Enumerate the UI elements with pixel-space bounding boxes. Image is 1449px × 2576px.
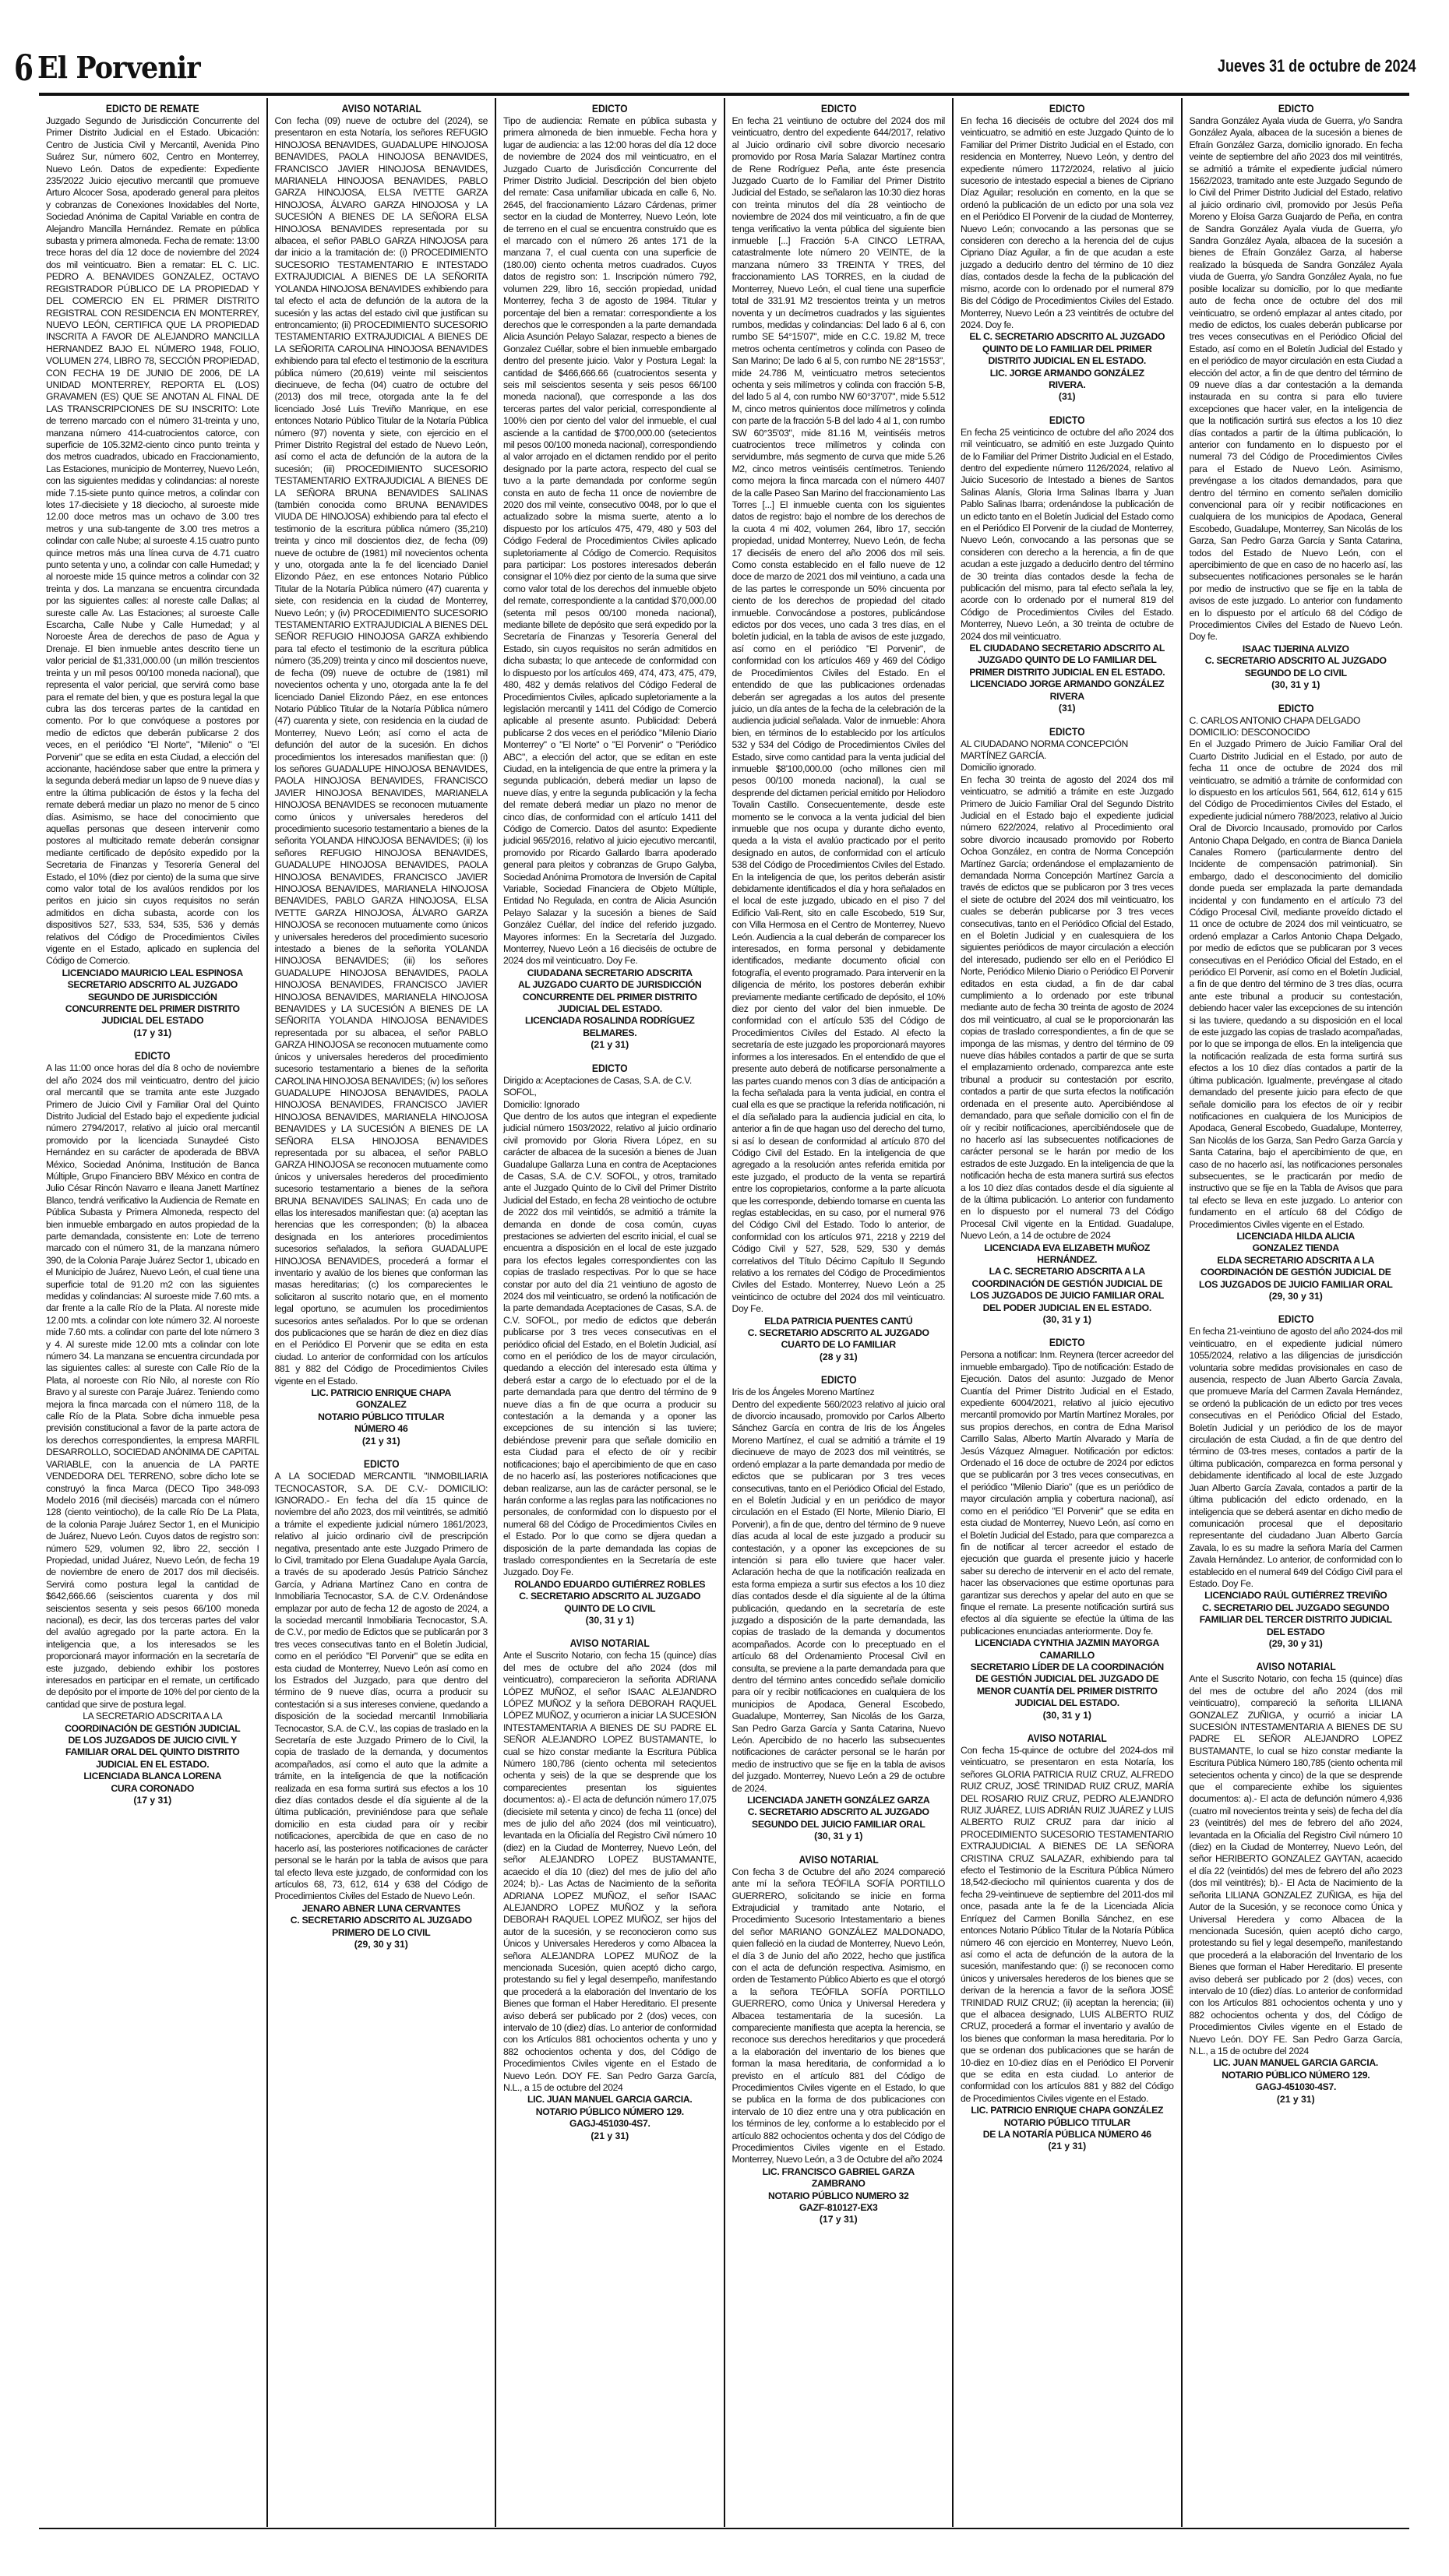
- masthead: [14, 48, 1416, 87]
- notice-title: EDICTO: [1049, 725, 1085, 738]
- notice-signature-line: LICENCIADA EVA ELIZABETH MUÑOZ: [984, 1242, 1151, 1253]
- notice-title: AVISO NOTARIAL: [799, 1853, 879, 1866]
- notice-title: AVISO NOTARIAL: [1256, 1661, 1336, 1673]
- publication-dates: (21 y 31): [1048, 2141, 1087, 2152]
- notice-signature-line: DEL PODER JUDICIAL EN EL ESTADO.: [982, 1302, 1151, 1313]
- notice-signature-line: C. SECRETARIO ADSCRITO AL JUZGADO: [519, 1591, 701, 1602]
- notice-title: EDICTO: [820, 1374, 857, 1387]
- notice-title: AVISO NOTARIAL: [1027, 1732, 1107, 1744]
- legal-notice: [961, 726, 1174, 1327]
- notice-signature-line: JUDICIAL DEL ESTADO.: [557, 1003, 662, 1015]
- publication-dates: (30, 31 y 1): [1042, 1314, 1091, 1325]
- notice-signature-line: BELMARES.: [583, 1027, 637, 1038]
- legal-notice: [1190, 703, 1403, 1303]
- notice-signature-line: GONZALEZ TIENDA: [1252, 1242, 1339, 1254]
- notice-signature-line: LIC. JORGE ARMANDO GONZÁLEZ: [989, 367, 1144, 379]
- notice-title: AVISO NOTARIAL: [341, 103, 421, 115]
- legal-notice: [503, 1062, 717, 1627]
- notice-signature-line: CURA CORONADO: [111, 1782, 195, 1794]
- notice-signature-line: MENOR CUANTÍA DEL PRIMER DISTRITO: [976, 1685, 1158, 1697]
- notice-signature-line: LICENCIADA JANETH GONZÁLEZ GARZA: [747, 1795, 930, 1806]
- publication-dates: (31): [1058, 391, 1076, 403]
- legal-notice: [961, 1732, 1174, 2153]
- notice-signature-line: NOTARIO PÚBLICO NÚMERO 129.: [1222, 2069, 1370, 2081]
- notice-addressee: Iris de los Ángeles Moreno Martínez: [732, 1387, 875, 1398]
- notice-signature-line: GAGJ-451030-4S7.: [569, 2118, 650, 2130]
- notice-signature-line: COORDINACIÓN DE GESTIÓN JUDICIAL DE: [1200, 1267, 1391, 1278]
- publication-dates: (21 y 31): [361, 1435, 400, 1447]
- notice-signature-line: NOTARIO PÚBLICO NUMERO 32: [767, 2190, 909, 2201]
- legal-notice: [961, 1337, 1174, 1721]
- notice-title: EDICTO: [591, 1062, 628, 1074]
- notice-signature-line: LOS JUZGADOS DE JUICIO FAMILIAR ORAL: [970, 1290, 1165, 1302]
- publication-dates: (30, 31 y 1): [814, 1831, 863, 1842]
- column-4: [725, 98, 954, 2527]
- notice-signature-line: LIC. PATRICIO ENRIQUE CHAPA: [311, 1387, 451, 1399]
- legal-notice: [275, 103, 488, 1447]
- notice-body: En fecha 25 veinticinco de octubre del año 2024 dos mil veinticuatro, se admitió en este Juzgado Quinto de lo Familiar del Primer Distrito Judicial en el Estado, dentro del expediente número 1126/2024, relativo al Juicio Sucesorio de Intestado a bienes de Santos Salinas Alanís, Gloria Irma Salinas Ibarra y Juan Pablo Salinas Ibarra; ordenándose la publicación de un edicto tanto en el Boletín Judicial del Estado como en el Periódico El Porvenir de la ciudad de Monterrey, Nuevo León, convocando a las personas que se consideren con derecho a la herencia, a fin de que acudan a este juzgado a deducirlo dentro del término de 30 treinta días contados desde la fecha de publicación del mismo, para tal efecto señala la ley, acorde con lo ordenado por el numeral 819 del Código de Procedimientos Civiles del Estado. Monterrey, Nuevo León, a 30 treinta de octubre de 2024 dos mil veinticuatro.: [961, 426, 1174, 642]
- publication-dates: (21 y 31): [1276, 2093, 1315, 2105]
- notice-signature-line: JENARO ABNER LUNA CERVANTES: [301, 1902, 460, 1914]
- notice-signature-line: LIC. FRANCISCO GABRIEL GARZA: [762, 2165, 915, 2177]
- notice-signature-line: RIVERA: [1049, 690, 1084, 702]
- notice-title: EDICTO DE REMATE: [105, 103, 199, 115]
- newspaper-name: El Porvenir: [37, 50, 200, 85]
- legal-notice: [46, 1050, 259, 1806]
- notice-signature-intro: LA SECRETARIO ADSCRITA A LA: [83, 1711, 223, 1722]
- publication-dates: (30, 31 y 1): [1271, 679, 1320, 691]
- legal-notice: [1190, 1313, 1403, 1650]
- notice-title: EDICTO: [820, 103, 857, 115]
- notice-body: Juzgado Segundo de Jurisdicción Concurrente del Primer Distrito Judicial en el Estado. Ubicación: Centro de Justicia Civil y Mercantil, Avenida Pino Suárez Sur, número 602, Centro en Monterrey, Nuevo León. Datos de expediente: Expediente 235/2022 Juicio ejecutivo mercantil que promueve Arturo Alcocer Sosa, apoderado general para pleitos y cobranzas de Conexiones Inoxidables del Norte, Sociedad Anónima de Capital Variable en contra de Alejandro Mancilla Hernández. Remate en pública subasta y primera almoneda. Fecha de remate: 13:00 trece horas del día 12 doce de noviembre del 2024 dos mil veinticuatro. Bien a rematar: EL C. LIC. PEDRO A. BENAVIDES GONZALEZ, OCTAVO REGISTRADOR PÚBLICO DE LA PROPIEDAD Y DEL COMERCIO EN EL PRIMER DISTRITO REGISTRAL CON RESIDENCIA EN MONTERREY, NUEVO LEÓN, CERTIFICA QUE LA PROPIEDAD INSCRITA A FAVOR DE ALEJANDRO MANCILLA HERNANDEZ BAJO EL NÚMERO 1948, FOLIO, VOLUMEN 274, LIBRO 78, SECCIÓN PROPIEDAD, CON FECHA 19 DE JUNIO DE 2006, DE LA UNIDAD MONTERREY, REPORTA EL (LOS) GRAVAMEN (ES) QUE SE ANOTAN AL FINAL DE LAS TRANSCRIPCIONES DE SU INSCRITO: Lote de terreno marcado con el número 31-treinta y uno, manzana número 414-cuatrocientos catorce, con superficie de 105.32M2-ciento cinco punto treinta y dos metros cuadrados, ubicado en Fraccionamiento, Las Estaciones, municipio de Monterrey, Nuevo León, con las siguientes medidas y colindancias: al noreste mide 7.15-siete punto quince metros, a colindar con lotes 17-diecisiete y 18 dieciocho, al suroeste mide 12.00 doce metros mas un ochavo de 3.00 tres metros y una sub-tangente de 3.00 tres metros a colindar con calle Nube; al suroeste 4.15 cuatro punto quince metros más una línea curva de 4.71 cuatro punto setenta y uno, a colindar con calle Humedad; y al noroeste mide 15 quince metros a colindar con 32 treinta y dos. La manzana se encuentra circundada por las siguientes calles: al noreste calle Dallas; al sureste calle Av. Las Estaciones; al suroeste Calle Escarcha, Calle Nube y Calle Humedad; y al Noroeste Área de derechos de paso de Agua y Drenaje. El bien inmueble antes descrito tiene un valor pericial de $1,331,000.00 (un millón trescientos treinta y un mil pesos 00/100 moneda nacional), que representa el valor pericial, que servirá como base para el remate del bien, y que es postura legal la que cubra las dos terceras partes de la cantidad en comento. Por lo que convóquese a postores por medio de edictos que deberán publicarse 2 dos veces, en el periódico "El Norte", "Milenio" o "El Porvenir" que se edita en esta Ciudad, a elección del accionante, haciéndose saber que entre la primera y la segunda deberá mediar un lapso de 9 nueve días y entre la última publicación de éstos y la fecha del remate deberá mediar un plazo no menor de 5 cinco días. Asimismo, se hace del conocimiento que aquellas personas que deseen intervenir como postores al multicitado remate deberán consignar mediante certificado de depósito expedido por la Secretaria de Finanzas y Tesorería General del Estado, el 10% (diez por ciento) de la suma que sirve como valor total de los avalúos rendidos por los peritos en juicio sin cuyos requisitos no serán admitidos en dicha subasta, acorde con los dispositivos 527, 533, 534, 535, 536 y demás relativos del Código de Procedimientos Civiles vigente en el Estado, aplicado en suplencia del Código de Comercio.: [46, 115, 259, 967]
- notice-body: Con fecha 15-quince de octubre del 2024-dos mil veinticuatro, se presentaron en esta Notaría, los señores GLORIA PATRICIA RUIZ CRUZ, ALFREDO RUIZ CRUZ, JOSÉ TRINIDAD RUIZ CRUZ, MARÍA DEL ROSARIO RUIZ CRUZ, PEDRO ALEJANDRO RUIZ JUÁREZ, LUIS ADRIÁN RUIZ JUÁREZ y LUIS ALBERTO RUIZ CRUZ para dar inicio al PROCEDIMIENTO SUCESORIO TESTAMENTARIO EXTRAJUDICIAL A BIENES DE LA SEÑORA CRISTINA CRUZ SALAZAR, exhibiendo para tal efecto el Testimonio de la Escritura Pública Número 18,542-dieciocho mil quinientos cuarenta y dos de fecha 29-veintinueve de septiembre del 2011-dos mil once, pasada ante la fe de la Licenciada Alicia Enríquez del Carmen Bonilla Sánchez, en ese entonces Notario Público Titular de la Notaría Pública número 46 con ejercicio en Monterrey, Nuevo León, así como el acta de defunción de la autora de la sucesión, manifestando que: (i) se reconocen como únicos y universales herederos de los bienes que se derivan de la herencia a favor de la señora JOSÉ TRINIDAD RUIZ CRUZ; (ii) aceptan la herencia; (iii) que el albacea designado, LUIS ALBERTO RUIZ CRUZ, procederá a formar el inventario y avalúo de los bienes que conforman la masa hereditaria. Por lo que se ordenan dos publicaciones que se harán de 10-diez en 10-diez días en el Periódico El Porvenir que se edita en esta ciudad. Lo anterior de conformidad con los artículos 881 y 882 del Código de Procedimientos Civiles vigente en el Estado.: [961, 1745, 1174, 2104]
- legal-notice: [961, 414, 1174, 715]
- notice-signature-line: RIVERA.: [1049, 379, 1086, 390]
- notice-signature-line: CUARTO DE LO FAMILIAR: [781, 1339, 896, 1351]
- legal-notice: [732, 1374, 946, 1842]
- column-6: [1183, 98, 1410, 2527]
- notice-signature-line: FAMILIAR ORAL DEL QUINTO DISTRITO: [65, 1746, 240, 1758]
- publication-dates: (21 y 31): [591, 2130, 629, 2141]
- notice-title: AVISO NOTARIAL: [569, 1637, 650, 1650]
- publication-dates: (17 y 31): [819, 2214, 858, 2225]
- notice-body: Sandra González Ayala viuda de Guerra, y/o Sandra González Ayala, albacea de la sucesión a bienes de Efraín González Garza, domicilio ignorado. En fecha veinte de septiembre del año 2023 dos mil veintitrés, se admitió a trámite el expediente judicial número 1562/2023, tramitado ante este Juzgado Segundo de lo Civil del Primer Distrito Judicial del Estado, relativo al juicio ordinario civil, promovido por Jesús Peña Moreno y Eloísa Garza Guajardo de Peña, en contra de Sandra González Ayala viuda de Guerra, y/o Sandra González Ayala, albacea de la sucesión a bienes de Efraín González Garza, al haberse realizado la búsqueda de Sandra González Ayala viuda de Guerra, y/o Sandra González Ayala, no fue posible localizar su domicilio, por lo que mediante auto de fecha once de octubre del dos mil veinticuatro, se ordenó emplazar al antes citado, por medio de edictos, los cuales deberán publicarse por tres veces consecutivas en el Periódico Oficial del Estado, así como en el Boletín Judicial del Estado y en el periódico de mayor circulación en esta Ciudad a elección del actor, a fin de que dentro del término de 09 nueve días a dar contestación a la demanda instaurada en su contra si para ello tuviere excepciones que hacer valer, en la inteligencia de que la notificación surtirá sus efectos a los 10 diez días contados a partir de la última publicación, lo anterior con fundamento en lo dispuesto por el numeral 73 del Código de Procedimientos Civiles para el Estado de Nuevo León. Asimismo, prevéngase a los citados demandados, para que dentro del término en comento señalen domicilio convencional para oír y recibir notificaciones en cualquiera de los municipios de Apodaca, General Escobedo, Guadalupe, Monterrey, San Nicolás de los Garza, San Pedro Garza García y Santa Catarina, todos del Estado de Nuevo León, con el apercibimiento de que en caso de no hacerlo así, las subsecuentes notificaciones personales se le harán por medio de instructivo que se fije en la tabla de avisos de este juzgado. Lo anterior con fundamento en lo dispuesto por el artículo 68 del Código de Procedimientos Civiles del Estado de Nuevo León. Doy fe.: [1189, 115, 1402, 643]
- legal-notice: [46, 103, 259, 1039]
- notice-signature-line: DE LOS JUZGADOS DE JUICIO CIVIL Y: [68, 1735, 237, 1746]
- notice-title: EDICTO: [1049, 103, 1085, 115]
- notice-signature-line: ZAMBRANO: [811, 2178, 866, 2190]
- notice-signature-line: NOTARIO PÚBLICO TITULAR: [318, 1411, 445, 1422]
- notice-title: EDICTO: [1278, 1313, 1314, 1326]
- notice-signature-line: JUDICIAL DEL ESTADO.: [1014, 1697, 1119, 1709]
- notice-signature-line: QUINTO DE LO CIVIL: [564, 1602, 656, 1614]
- publication-dates: (30, 31 y 1): [585, 1614, 634, 1626]
- notice-signature-line: EL CIUDADANO SECRETARIO ADSCRITO AL JUZGADO QUINTO DE LO FAMILIAR DEL PRIMER DISTRITO JUDICIAL EN EL ESTADO.: [969, 643, 1165, 678]
- notice-addressee: AL CIUDADANO NORMA CONCEPCIÓN MARTÍNEZ GARCÍA.: [961, 738, 1128, 761]
- notice-body: Persona a notificar: Inm. Reynera (tercer acreedor del inmueble embargado). Tipo de notificación: Estado de Ejecución. Datos del asunto: Juzgado de Menor Cuantía del Primer Distrito Judicial en el Estado, expediente 6004/2021, relativo al juicio ejecutivo mercantil promovido por Martín Martínez Morales, por sus propios derechos, en contra de Edna Marisol Carrillo Salas, Alberto Martín Alvarado y María de Jesús Vázquez Almaguer. Notificación por edictos: Ordenado el 16 doce de octubre de 2024 por edictos que se publicarán por 3 tres veces consecutivas, en el periódico "Milenio Diario" (que es un periódico de mayor circulación amplia y cobertura nacional), así como en el periódico "El Porvenir" que se edita en esta ciudad de Monterrey, Nuevo León, así como en el Boletín Judicial del Estado, para que comparezca a fin de notificar al tercer acreedor el estado de ejecución que guarda el presente juicio y hacerle saber su derecho de intervenir en el acto del remate, hacer las observaciones que estime oportunas para garantizar sus derechos y apelar del auto en que se finque el remate. La presente notificación surtirá sus efectos al día siguiente se efectúe la última de las publicaciones enunciadas anteriormente. Doy fe.: [961, 1349, 1174, 1637]
- legal-notice: [503, 103, 717, 1052]
- notice-signature-line: DE GESTIÓN JUDICIAL DEL JUZGADO DE: [975, 1673, 1159, 1685]
- notice-signature-line: ELDA PATRICIA PUENTES CANTÚ: [764, 1315, 913, 1327]
- notice-addressee: C. CARLOS ANTONIO CHAPA DELGADO: [1189, 714, 1361, 726]
- publication-dates: (29, 30 y 31): [1268, 1291, 1323, 1302]
- notice-signature-line: C. SECRETARIO ADSCRITO AL JUZGADO: [747, 1806, 929, 1818]
- notice-body: En fecha 16 dieciséis de octubre del 2024 dos mil veinticuatro, se admitió en este Juzgado Quinto de lo Familiar del Primer Distrito Judicial en el Estado, con residencia en Monterrey, Nuevo León, y dentro del expediente número 1172/2024, relativo al juicio sucesorio de intestado especial a bienes de Cipriano Díaz Aguilar; resolución en comento, en la que se ordenó la publicación de un edicto por una sola vez en el Periódico El Porvenir de la ciudad de Monterrey, Nuevo León; convocando a las personas que se consideren con derecho a la herencia del de cujus Cipriano Díaz Aguilar, a fin de que acudan a este juzgado a deducirlo dentro del término de 10 diez días, contados desde la fecha de la publicación del mismo, acorde con lo ordenado por el numeral 879 Bis del Código de Procedimientos Civiles del Estado. Monterrey, Nuevo León a 23 veintitrés de octubre del 2024. Doy fe.: [961, 115, 1174, 330]
- notice-signature-line: SECRETARIO ADSCRITO AL JUZGADO: [67, 979, 238, 991]
- legal-notice: [732, 1854, 946, 2226]
- notice-signature-line: LICENCIADO JORGE ARMANDO GONZÁLEZ: [970, 678, 1165, 690]
- notice-signature-line: FAMILIAR DEL TERCER DISTRITO JUDICIAL: [1199, 1614, 1392, 1626]
- notice-addressee: Domicilio: Ignorado: [503, 1098, 580, 1110]
- top-rule: [39, 93, 1409, 96]
- notice-body: Con fecha 3 de Octubre del año 2024 compareció ante mí la señora TEÓFILA SOFÍA PORTILLO GUERRERO, solicitando se inicie en forma Extrajudicial y tramitado ante Notario, el Procedimiento Sucesorio Intestamentario a bienes del señor MARIANO GONZÁLEZ MALDONADO, quien falleció en la ciudad de Monterrey, Nuevo León, el día 3 de Junio del año 2022, hecho que justifica con el acta de defunción respectiva. Asimismo, en orden de Testamento Público Abierto es que el otorgó a la señora TEÓFILA SOFÍA PORTILLO GUERRERO, como Única y Universal Heredera y Albacea testamentaria de la sucesión. La compareciente manifiesta que acepta la herencia, se reconoce sus derechos hereditarios y que procederá a la elaboración del inventario de los bienes que forman la masa hereditaria, de conformidad a lo previsto en el artículo 881 del Código de Procedimientos Civiles vigente en el Estado, lo que se publica en la forma de dos publicaciones con intervalo de 10 diez entre una y otra publicación en los términos de ley, conforme a lo establecido por el artículo 882 ochocientos ochenta y dos del Código de Procedimientos Civiles vigente en el Estado. Monterrey, Nuevo León, a 3 de Octubre del año 2024: [732, 1866, 945, 2165]
- notice-signature-line: SEGUNDO DE LO CIVIL: [1244, 667, 1347, 678]
- notice-signature-line: C. SECRETARIO DEL JUZGADO SEGUNDO: [1202, 1602, 1390, 1613]
- column-5: [954, 98, 1183, 2527]
- notice-signature-line: LOS JUZGADOS DE JUICIO FAMILIAR ORAL: [1198, 1278, 1393, 1290]
- notice-signature-line: LICENCIADA BLANCA LORENA: [83, 1771, 222, 1782]
- notice-signature-line: COORDINACIÓN DE GESTIÓN JUDICIAL: [65, 1722, 241, 1734]
- notice-body: A LA SOCIEDAD MERCANTIL "INMOBILIARIA TECNOCASTOR, S.A. DE C.V.- DOMICILIO: IGNORADO.- En fecha del día 15 quince de noviembre del año 2023, dos mil veintitrés, se admitió a trámite el expediente judicial número 1861/2023, relativo al juicio ordinario civil de prescripción negativa, presentado ante este Juzgado Primero de lo Civil, tramitado por Elena Guadalupe Ayala García, a través de su apoderado Jesús Patricio Sánchez García, y Adriana Martínez Cano en contra de Inmobiliaria Tecnocastor, S.A. de C.V. Ordenándose emplazar por auto de fecha 12 de agosto de 2024, a la sociedad mercantil Inmobiliaria Tecnocastor, S.A. de C.V., por medio de Edictos que se publicarán por 3 tres veces consecutivas tanto en el Boletín Judicial, como en el periódico "El Porvenir" que se edita en esta ciudad de Monterrey, Nuevo León así como en los Estrados del Juzgado, para que dentro del término de 9 nueve días, ocurra a producir su contestación si a sus intereses conviene, quedando a disposición de la sociedad mercantil Inmobiliaria Tecnocastor, S.A. de C.V., las copias de traslado en la Secretaría de este Juzgado Primero de lo Civil, la copia de traslado de la demanda, y documentos acompañados, así como el auto que la admite a trámite, en la inteligencia de que la notificación realizada en esa forma surtirá sus efectos a los 10 diez días contados desde el día siguiente al de la última publicación, previniéndose para que señale domicilio en esta ciudad para oír y recibir notificaciones, apercibida de que en caso de no hacerlo así, las posteriores notificaciones de carácter personal se le harán por la tabla de avisos que para tal efecto lleva este juzgado, de conformidad con los artículos 68, 73, 612, 614 y 638 del Código de Procedimientos Civiles del Estado de Nuevo León.: [274, 1471, 488, 1902]
- notice-signature-line: GONZALEZ: [355, 1399, 407, 1411]
- notice-body: Dentro del expediente 560/2023 relativo al juicio oral de divorcio incausado, promovido por Carlos Alberto Sánchez García en contra de Iris de los Ángeles Moreno Martínez, el cual se admitió a trámite el 19 diecinueve de mayo de 2023 dos mil veintitrés, se ordenó emplazar a la parte demandada por medio de edictos que se publicaran por 3 tres veces consecutivas, tanto en el Periódico Oficial del Estado, en el Boletín Judicial y en un periódico de mayor circulación en el Estado (El Norte, Milenio Diario, El Porvenir), a fin de que, dentro del término de 9 nueve días acuda al local de este juzgado a producir su contestación, y a oponer las excepciones de su intención si para ello tuviere que hacer valer. Aclaración hecha de que la notificación realizada en esta forma empieza a surtir sus efectos a los 10 diez días contados desde el día siguiente al de la última publicación, quedando en la secretaría de este juzgado a disposición de la parte demandada, las copias de traslado de la demanda y documentos acompañados. Acorde con lo preceptuado en el artículo 68 del Ordenamiento Procesal Civil en consulta, se previene a la parte demandada para que dentro del término antes concedido señale domicilio para oír y recibir notificaciones en cualquiera de los municipios de Apodaca, General Escobedo, Guadalupe, Monterrey, San Nicolás de los Garza, San Pedro Garza García y Santa Catarina, Nuevo León. Apercibido de no hacerlo las subsecuentes notificaciones de carácter personal se le harán por medio de instructivo que se fije en la tabla de avisos del juzgado. Monterrey, Nuevo León a 29 de octubre de 2024.: [732, 1398, 945, 1794]
- notice-addressee: Domicilio ignorado.: [961, 762, 1036, 774]
- notice-signature-line: PRIMERO DE LO CIVIL: [332, 1926, 431, 1938]
- notice-signature-line: DEL ESTADO: [1267, 1626, 1325, 1637]
- notice-signature-line: ISAAC TIJERINA ALVIZO: [1242, 643, 1349, 654]
- bottom-rule: [39, 2528, 1409, 2529]
- publication-dates: (29, 30 y 31): [1268, 1637, 1323, 1649]
- publication-dates: (17 y 31): [133, 1027, 172, 1038]
- notice-body: A las 11:00 once horas del día 8 ocho de noviembre del año 2024 dos mil veinticuatro, dentro del juicio oral mercantil que se tramita ante este Juzgado Primero de Juicio Civil y Familiar Oral del Quinto Distrito Judicial del Estado bajo el expediente judicial número 2794/2017, relativo al juicio oral mercantil promovido por la licenciada Sunaydeé Cisto Hernández en su carácter de apoderada de BBVA México, Sociedad Anónima, Institución de Banca Múltiple, Grupo Financiero BBV México en contra de Julio César Rincón Navarro e Ileana Janett Martínez Blanco, tendrá verificativo la Audiencia de Remate en Pública Subasta y Primera Almoneda, respecto del bien inmueble embargado en autos propiedad de la parte demandada, consistente en: Lote de terreno marcado con el número 31, de la manzana número 390, de la Colonia Paraje Juárez Sector 1, ubicado en el Municipio de Juárez, Nuevo León, el cual tiene una superficie total de 91.20 m2 con las siguientes medidas y colindancias: Al suroeste mide 7.60 mts. a dar frente a la calle Río de la Plata. Al noreste mide 12.00 mts. a colindar con lote número 32. Al noroeste mide 7.60 mts. a colindar con parte del lote número 3 y 4. Al sureste mide 12.00 mts a colindar con lote número 34. La manzana se encuentra circundada por las siguientes calles: al sureste con Calle Río de la Plata, al noroeste con Río Nilo, al noreste con Río Bravo y al sureste con Paraje Juárez. Teniendo como mejora la finca marcada con el número 118, de la calle Río de la Plata. Sobre dicha inmueble pesa previsión constitucional a favor de la parte actora de los derechos correspondientes, la empresa MARFIL DESARROLLO, SOCIEDAD ANÓNIMA DE CAPITAL VARIABLE, con la anuencia de LA PARTE VENDEDORA DEL TERRENO, sobre dicho lote se construyó la finca Marca (DECO Tipo 348-093 Modelo 2016 (mil dieciséis) marcada con el número 128 (ciento veintiocho), de la calle Río De La Plata, de la colonia Paraje Juárez Sector 1, en el Municipio de Juárez, Nuevo León. Cuyos datos de registro son: número 529, volumen 92, libro 22, sección I Propiedad, unidad Juárez, Nuevo León, de fecha 19 de noviembre de enero de 2017 dos mil dieciséis. Servirá como postura legal la cantidad de $642,666.66 (seiscientos cuarenta y dos mil seiscientos sesenta y seis pesos 66/100 moneda nacional), es decir, las dos terceras partes del valor del avalúo agregado por la parte actora. En la inteligencia que, a los interesados se les proporcionará mayor información en la secretaría de este juzgado, debiendo exhibir los postores interesados en participar en el remate, un certificado de depósito por el importe de 10% del por ciento de la cantidad que sirve de postura legal.: [46, 1062, 259, 1710]
- notice-signature-line: LICENCIADA HILDA ALICIA: [1236, 1230, 1356, 1242]
- notice-columns: [39, 98, 1409, 2527]
- publication-dates: (31): [1058, 703, 1076, 714]
- legal-notice: [275, 1458, 488, 1951]
- notice-signature-line: SECRETARIO LÍDER DE LA COORDINACIÓN: [970, 1661, 1164, 1672]
- notice-signature-line: LICENCIADO MAURICIO LEAL ESPINOSA: [62, 967, 243, 978]
- notice-signature-line: CONCURRENTE DEL PRIMER DISTRITO: [65, 1003, 240, 1015]
- notice-signature-line: LICENCIADO RAÚL GUTIÉRREZ TREVIÑO: [1204, 1590, 1387, 1602]
- notice-signature-line: NÚMERO 46: [354, 1423, 408, 1435]
- notice-title: EDICTO: [363, 1458, 400, 1471]
- column-2: [268, 98, 497, 2527]
- notice-signature-line: LIC. JUAN MANUEL GARCIA GARCIA.: [527, 2094, 693, 2106]
- notice-signature-line: C. SECRETARIO ADSCRITO AL JUZGADO: [1204, 655, 1387, 667]
- notice-signature-line: LICENCIADA ROSALINDA RODRÍGUEZ: [524, 1015, 695, 1027]
- notice-title: EDICTO: [134, 1050, 171, 1062]
- notice-body: En fecha 21 veintiuno de octubre del 2024 dos mil veinticuatro, dentro del expediente 644/2017, relativo al Juicio ordinario civil sobre divorcio necesario promovido por Rosa María Salazar Martínez contra de Rene Rodríguez Peña, ante éste presencia Juzgado Cuarto de lo Familiar del Primer Distrito Judicial del Estado, se señalaron las 10:30 diez horas con treinta minutos del día 28 veintiocho de noviembre de 2024 dos mil veinticuatro, a fin de que tenga verificativo la venta pública del siguiente bien inmueble [...] Fracción 5-A CINCO LETRAA, catastralmente lote número 20 VEINTE, de la manzana número 33 TREINTA Y TRES, del fraccionamiento LAS TORRES, en la ciudad de Monterrey, Nuevo León, el cual tiene una superficie total de 331.91 M2 trescientos treinta y un metros noventa y un decímetros cuadrados y las siguientes rumbos, medidas y colindancias: Del lado 6 al 6, con rumbo SE 54°15'07", mide en C.C. 19.82 M, trece metros ochenta centímetros y colinda con Paseo de San Marino; De lado 6 al 5, con rumbo NE 28°15'53", mide 24.786 M, veinticuatro metros setecientos ochenta y seis milímetros y colinda con fracción 5-B, del lado 5 al 4, con rumbo NW 60°37'07", mide 5.512 M, cinco metros quinientos doce milímetros y colinda con parte de la fracción 5-B del lado 4 al 1, con rumbo SW 60°35'03", mide 81.16 M, veintiséis metros cuatrocientos trece milímetros y colinda con servidumbre, más segmento de curva que mide 5.26 M2, cinco metros veintiséis centímetros. Teniendo como mejora la finca marcada con el número 4407 de la calle Paseo San Marino del fraccionamiento Las Torres [...] El inmueble cuenta con los siguientes datos de registro: bajo el nombre de los derechos de la cuota 4 mi 402, volumen 264, libro 17, sección propiedad, unidad Monterrey, Nuevo León, de fecha 17 dieciséis de enero del año 2006 dos mil seis. Como consta establecido en el fallo nueve de 12 doce de marzo de 2021 dos mil veintiuno, a cada una de las partes le corresponde un 50% cincuenta por ciento de los derechos de propiedad del citado inmueble. Convocándose a postores, publicándose edictos por dos veces, uno cada 3 tres días, en el boletín judicial, en la tabla de avisos de este juzgado, así como en el periódico "El Porvenir", de conformidad con los artículos 469 y 469 del Código de Procedimientos Civiles del Estado. En el entendido de que las publicaciones ordenadas deberán ser agregadas a los autos del presente juicio, un día antes de la fecha de la celebración de la audiencia judicial señalada. Valor de inmueble: Ahora bien, en términos de lo establecido por los artículos 532 y 534 del Código de Procedimientos Civiles del Estado, sirve como cantidad para la venta judicial del inmueble $8'100,000.00 (ocho millones cien mil pesos 00/100 moneda nacional), la cual se desprende del dictamen pericial emitido por Heliodoro Tovalin Castillo. Consecuentemente, desde este momento se le convoca a la venta judicial del bien inmueble que nos ocupa y durante dicho evento, queda a la vista el avalúo practicado por el perito designado en autos, de conformidad con el artículo 538 del Código de Procedimientos Civiles del Estado. En la inteligencia de que, los peritos deberán asistir debidamente identificados el día y hora señalados en el local de este juzgado, ubicado en el piso 7 del Edificio Vali-Rent, sito en calle Escobedo, 519 Sur, con Villa Hermosa en el Centro de Monterrey, Nuevo León. Audiencia a la cual deberán de comparecer los interesados, en forma personal y debidamente identificados, mediante documento oficial con fotografía, el evento programado. Para intervenir en la diligencia de mérito, los postores deberán exhibir previamente mediante certificado de depósito, el 10% diez por ciento del valor del bien inmueble. De conformidad con el artículo 535 del Código de Procedimientos Civiles del Estado. Al efecto la secretaría de este juzgado les proporcionará mayores informes a los interesados. En el entendido de que el presente auto deberá de notificarse personalmente a las partes cuando menos con 3 días de anticipación a la fecha señalada para la venta judicial, en contra el cual ella es que se practique la referida notificación, ni el día señalado para la audiencia judicial en cita, lo anterior a fin de que hagan uso del derecho del turno, si así lo desean de conformidad al artículo 870 del Código Civil del Estado. En la inteligencia de que agregado a la resolución antes referida emitida por este juzgado, el producto de la venta se repartirá entre los copropietarios, conforme a la parte alícuota que les corresponde, debiendo tomarse en cuenta las reglas establecidas, en su caso, por el numeral 976 del Código Civil del Estado. Todo lo anterior, de conformidad con los artículos 971, 2218 y 2219 del Código Civil y 527, 528, 529, 530 y demás correlativos del Título Décimo Capítulo II Segundo relativo a los remates del Código de Procedimientos Civiles del Estado. Monterrey, Nuevo León a 25 veinticinco de octubre del 2024 dos mil veinticuatro. Doy Fe.: [732, 115, 945, 1315]
- notice-signature-line: JUDICIAL EN EL ESTADO.: [96, 1758, 210, 1770]
- publication-dates: (29, 30 y 31): [354, 1938, 408, 1950]
- notice-body: En el Juzgado Primero de Juicio Familiar Oral del Cuarto Distrito Judicial en el Estado, por auto de fecha 11 once de octubre de 2024 dos mil veinticuatro, se admitió a trámite de conformidad con lo dispuesto en los artículos 561, 564, 612, 614 y 615 del Código de Procedimientos Civiles del Estado, el expediente judicial número 788/2023, relativo al Juicio Oral de Divorcio Incausado, promovido por Carlos Antonio Chapa Delgado, en contra de Bianca Daniela Canales Romero (particularmente dentro del Incidente de compensación patrimonial). Sin embargo, dado el desconocimiento del domicilio donde pueda ser emplazada la parte demandada incidental y con fundamento en el artículo 73 del Código Procesal Civil, mediante proveído dictado el 11 once de octubre de 2024 dos mil veinticuatro, se ordenó emplazar a Carlos Antonio Chapa Delgado, por medio de edictos que se publicaran por 3 veces consecutivas en el Periódico Oficial del Estado, en el periódico El Porvenir, así como en el Boletín Judicial, a fin de que dentro del término de 3 tres días, ocurra ante este tribunal a producir su contestación, debiendo hacer valer las excepciones de su intención si las tuviere, quedando a su disposición en el local de este juzgado las copias de traslado acompañadas, por lo que se imponga de ellos. En la inteligencia que la notificación realizada de esta forma surtirá sus efectos a los 10 diez días contados a partir de la última publicación. Igualmente, prevéngase al citado demandado del presente juicio para efecto de que señale domicilio para los efectos de oír y recibir notificaciones en cualquiera de los Municipios de Apodaca, General Escobedo, Guadalupe, Monterrey, San Nicolás de los Garza, San Pedro Garza García y Santa Catarina, bajo el apercibimiento de que, en caso de no hacerlo así, las notificaciones personales subsecuentes, se le practicarán por medio de instructivo que se fije en la Tabla de Avisos que para tal efecto se lleva en este juzgado. Lo anterior con fundamento en el artículo 68 del Código de Procedimientos Civiles vigente en el Estado.: [1189, 738, 1402, 1230]
- notice-signature-line: AL JUZGADO CUARTO DE JURISDICCIÓN: [518, 979, 702, 991]
- notice-body: Que dentro de los autos que integran el expediente judicial número 1503/2022, relativo al juicio ordinario civil promovido por Gloria Rivera López, en su carácter de albacea de la sucesión a bienes de Juan Guadalupe Gallarza Luna en contra de Aceptaciones de Casas, S.A. de C.V. SOFOL, y otros, tramitado ante el Juzgado Quinto de lo Civil del Primer Distrito Judicial del Estado, en fecha 28 veintiocho de octubre de 2022 dos mil veintidós, se admitió a trámite la demanda en donde de cosa común, cuyas prestaciones se advierten del escrito inicial, el cual se encuentra a disposición en el local de este juzgado para los efectos legales correspondientes con las copias de traslado respectivas. Por lo que se hace constar por auto del día 21 veintiuno de agosto de 2024 dos mil veinticuatro, se ordenó la notificación de la parte demandada Aceptaciones de Casas, S.A. de C.V. SOFOL, por medio de edictos que deberán publicarse por 3 tres veces consecutivas en el periódico oficial del Estado, en el Boletín Judicial, así como en el periódico de los de mayor circulación, quedando a elección del interesado esta última y deberá estar a cargo de lo efectuado por el de la parte demandada para que dentro del término de 9 nueve días a fin de que ocurra a producir su contestación a la demanda y a oponer las excepciones de su intención si las tuviere; debiéndose prevenir para que señale domicilio en esta Ciudad para el efecto de oír y recibir notificaciones; bajo el apercibimiento de que en caso de no hacerlo así, las posteriores notificaciones que deban realizarse, aun las de carácter personal, se le harán conforme a las reglas para las notificaciones no personales, de conformidad con lo dispuesto por el numeral 68 del Código de Procedimientos Civiles en el Estado. Por lo que como se dijera quedan a disposición de la parte demandada las copias de traslado correspondientes en la Secretaría de este Juzgado. Doy Fe.: [503, 1110, 717, 1578]
- notice-signature-line: CONCURRENTE DEL PRIMER DISTRITO: [522, 991, 697, 1003]
- notice-addressee: Dirigido a: Aceptaciones de Casas, S.A. de C.V. SOFOL,: [503, 1074, 692, 1098]
- notice-signature-line: GAGJ-451030-4S7.: [1255, 2081, 1337, 2093]
- column-3: [496, 98, 725, 2527]
- notice-signature-line: NOTARIO PÚBLICO NÚMERO 129.: [535, 2106, 684, 2117]
- notice-title: EDICTO: [1278, 103, 1314, 115]
- page-number: 6: [14, 47, 33, 89]
- notice-signature-line: C. SECRETARIO ADSCRITO AL JUZGADO: [290, 1915, 472, 1926]
- issue-date: Jueves 31 de octubre de 2024: [1218, 56, 1416, 76]
- notice-title: EDICTO: [1278, 702, 1314, 714]
- legal-notice: [1190, 103, 1403, 692]
- notice-signature-line: LIC. PATRICIO ENRIQUE CHAPA GONZÁLEZ: [971, 2105, 1164, 2116]
- notice-signature-line: SEGUNDO DE JURISDICCIÓN: [87, 991, 217, 1003]
- notice-body: Ante el Suscrito Notario, con fecha 15 (quince) días del mes de octubre del año 2024 (dos mil veinticuatro), comparecieron la señorita ADRIANA LÓPEZ MUÑOZ, el señor ISAAC ALEJANDRO LÓPEZ MUÑOZ y la señora DEBORAH RAQUEL LÓPEZ MUÑOZ, y ocurrieron a iniciar LA SUCESIÓN INTESTAMENTARIA A BIENES DE SU PADRE EL SEÑOR ALEJANDRO LOPEZ BUSTAMANTE, lo cual se hizo constar mediante la Escritura Pública Número 180,786 (ciento ochenta mil setecientos ochenta y seis) de la que se desprende que los comparecientes presentan los siguientes documentos: a).- El acta de defunción número 17,075 (diecisiete mil setenta y cinco) de fecha 11 (once) del mes de julio del año 2024 (dos mil veinticuatro), levantada en la Oficialía del Registro Civil número 10 (diez) en la Ciudad de Monterrey, Nuevo León, del señor ALEJANDRO LOPEZ BUSTAMANTE, acaecido el día 10 (diez) del mes de julio del año 2024; b).- Las Actas de Nacimiento de la señorita ADRIANA LOPEZ MUÑOZ, el señor ISAAC ALEJANDRO LOPEZ MUÑOZ y la señora DEBORAH RAQUEL LOPEZ MUÑOZ, ser hijos del autor de la sucesión, y se reconocieron como sus Únicos y Universales Herederos y como Albacea la señora ALEJANDRA LOPEZ MUÑOZ de la mencionada Sucesión, quien aceptó dicho cargo, protestando su fiel y legal desempeño, manifestando que procederá a la elaboración del Inventario de los Bienes que forman el Haber Hereditario. El presente aviso deberá ser publicado por 2 (dos) veces, con intervalo de 10 (diez) días. Lo anterior de conformidad con los Artículos 881 ochocientos ochenta y uno y 882 ochocientos ochenta y dos, del Código de Procedimientos Civiles vigente en el Estado de Nuevo León. DOY FE. San Pedro Garza García, N.L., a 15 de octubre del 2024: [503, 1650, 717, 2093]
- legal-notice: [1190, 1661, 1403, 2106]
- legal-notice: [503, 1637, 717, 2142]
- publication-dates: (17 y 31): [133, 1795, 172, 1806]
- notice-signature-line: GAZF-810127-EX3: [799, 2202, 878, 2214]
- notice-signature-line: ROLANDO EDUARDO GUTIÉRREZ ROBLES: [514, 1578, 706, 1590]
- publication-dates: (28 y 31): [819, 1351, 858, 1362]
- notice-signature-line: CIUDADANA SECRETARIO ADSCRITA: [527, 967, 693, 978]
- notice-title: EDICTO: [1049, 1337, 1085, 1349]
- notice-signature-line: CAMARILLO: [1039, 1649, 1095, 1661]
- notice-title: EDICTO: [1049, 414, 1085, 426]
- notice-signature-line: LIC. JUAN MANUEL GARCIA GARCIA.: [1213, 2057, 1378, 2069]
- notice-body: En fecha 30 treinta de agosto del 2024 dos mil veinticuatro, se admitió a trámite en este Juzgado Primero de Juicio Familiar Oral del Segundo Distrito Judicial en el Estado bajo el expediente judicial número 622/2024, relativo al Procedimiento oral sobre divorcio incausado promovido por Roberto Ochoa González, en contra de Norma Concepción Martínez García; ordenándose el emplazamiento de demandada Norma Concepción Martínez García a través de edictos que se publicaron por 3 tres veces el siete de octubre del 2024 dos mil veinticuatro, los cuales se deberán publicarse por 3 tres veces consecutivas, tanto en el Periódico Oficial del Estado, en el Boletín Judicial y en cualesquiera de los siguientes periódicos de mayor circulación a elección del interesado, pudiendo ser ello en el Periódico El Norte, Periódico Milenio Diario o Periódico El Porvenir editados en esta ciudad, a fin de dar cabal cumplimiento a lo ordenado por este tribunal mediante auto de fecha 30 treinta de agosto de 2024 dos mil veinticuatro, al cual se le proporcionarán las copias de traslado correspondientes, a fin de que se imponga de las mismas, y dentro del término de 09 nueve días hábiles contados a partir de que se surta el emplazamiento ordenado, comparezca ante este tribunal a producir su contestación por escrito, contados a partir de que surta efectos la notificación ordenada en el presente auto. Apercibiéndose al demandado, para que señale domicilio con el fin de oír y recibir notificaciones, apercibiéndosele que de no hacerlo así las subsecuentes notificaciones de carácter personal se le harán por medio de los estrados de este Juzgado. En la inteligencia de que la notificación hecha de esta manera surtirá sus efectos a los 10 diez días contados desde el día siguiente al de la última publicación. Lo anterior con fundamento en lo dispuesto por el numeral 73 del Código Procesal Civil vigente en la Entidad. Guadalupe, Nuevo León, a 14 de octubre de 2024: [961, 774, 1174, 1242]
- notice-signature-line: C. SECRETARIO ADSCRITO AL JUZGADO: [747, 1327, 929, 1339]
- notice-signature-line: LA C. SECRETARIO ADSCRITA A LA: [989, 1266, 1145, 1277]
- notice-body: En fecha 21-veintiuno de agosto del año 2024-dos mil veinticuatro, en el expediente judicial número 1055/2024, relativo a las diligencias de jurisdicción voluntaria sobre medidas provisionales en caso de ausencia, respecto de Juan Alberto García Zavala, que promueve María del Carmen Zavala Hernández, se ordenó la publicación de un edicto por tres veces consecutivas en el Periódico Oficial del Estado, Boletín Judicial y un periódico de los de mayor circulación de esta Ciudad, a fin de que dentro del término de 03-tres meses, contados a partir de la última publicación, comparezca en forma personal y debidamente identificado al local de este Juzgado Juan Alberto García Zavala, contados a partir de la última publicación del edicto ordenado, en la inteligencia que se deberá asentar en dicho medio de comunicación procesal que el depositario representante del ciudadano Juan Alberto García Zavala, lo es su madre la señora María del Carmen Zavala Hernández. Lo anterior, de conformidad con lo establecido en el numeral 649 del Código Civil para el Estado. Doy Fe.: [1189, 1326, 1402, 1589]
- legal-notice: [732, 103, 946, 1363]
- notice-signature-line: COORDINACIÓN DE GESTIÓN JUDICIAL DE: [971, 1277, 1163, 1289]
- notice-signature-line: SEGUNDO DEL JUICIO FAMILIAR ORAL: [752, 1818, 925, 1830]
- notice-signature-line: NOTARIO PÚBLICO TITULAR: [1003, 2116, 1130, 2128]
- notice-signature-line: HERNÁNDEZ.: [1037, 1253, 1098, 1265]
- legal-notice: [961, 103, 1174, 403]
- notice-signature-line: ELDA SECRETARIO ADSCRITA A LA: [1217, 1254, 1375, 1266]
- notice-signature-line: LICENCIADA CYNTHIA JAZMIN MAYORGA: [975, 1637, 1160, 1649]
- notice-signature-line: JUDICIAL DEL ESTADO: [101, 1015, 204, 1027]
- column-1: [39, 98, 268, 2527]
- publication-dates: (21 y 31): [591, 1039, 629, 1051]
- notice-addressee: DOMICILIO: DESCONOCIDO: [1189, 726, 1310, 738]
- notice-title: EDICTO: [591, 103, 628, 115]
- notice-signature-line: EL C. SECRETARIO ADSCRITO AL JUZGADO QUINTO DE LO FAMILIAR DEL PRIMER DISTRITO JUDICIAL EN EL ESTADO.: [969, 331, 1165, 367]
- notice-body: Con fecha (09) nueve de octubre del (2024), se presentaron en esta Notaría, los señores REFUGIO HINOJOSA BENAVIDES, GUADALUPE HINOJOSA BENAVIDES, PAOLA HINOJOSA BENAVIDES, FRANCISCO JAVIER HINOJOSA BENAVIDES, MARIANELA HINOJOSA BENAVIDES, PABLO GARZA HINOJOSA, ELSA IVETTE GARZA HINOJOSA, ÁLVARO GARZA HINOJOSA y LA SUCESIÓN A BIENES DE LA SEÑORA ELSA HINOJOSA BENAVIDES representada por su albacea, el señor PABLO GARZA HINOJOSA para dar inicio a la tramitación de: (i) PROCEDIMIENTO SUCESORIO TESTAMENTARIO E INTESTADO EXTRAJUDICIAL A BIENES DE LA SEÑORITA YOLANDA HINOJOSA BENAVIDES exhibiendo para tal efecto el acta de defunción de la autora de la sucesión y las actas del estado civil que justifican su entroncamiento; (ii) PROCEDIMIENTO SUCESORIO TESTAMENTARIO EXTRAJUDICIAL A BIENES DE LA SEÑORITA CAROLINA HINOJOSA BENAVIDES exhibiendo para tal efecto el testimonio de la escritura pública número (20,619) veinte mil seiscientos diecinueve, de fecha (04) cuatro de octubre del (2013) dos mil trece, otorgada ante la fe del licenciado José Luis Treviño Manrique, en ese entonces Notario Público Titular de la Notaría Pública número (97) noventa y siete, con ejercicio en el Primer Distrito Registral del estado de Nuevo León, así como el acta de defunción de la autora de la sucesión; (iii) PROCEDIMIENTO SUCESORIO TESTAMENTARIO EXTRAJUDICIAL A BIENES DE LA SEÑORA BRUNA BENAVIDES SALINAS (también conocida como BRUNA BENAVIDES VIUDA DE HINOJOSA) exhibiendo para tal efecto el testimonio de la escritura pública número (35,210) treinta y cinco mil doscientos diez, de fecha (09) nueve de octubre de (1981) mil novecientos ochenta y uno, otorgada ante la fe del licenciado Daniel Elizondo Páez, en ese entonces Notario Público Titular de la Notaría Pública número (47) cuarenta y siete, con residencia en la ciudad de Monterrey, Nuevo León; y (iv) PROCEDIMIENTO SUCESORIO TESTAMENTARIO EXTRAJUDICIAL A BIENES DEL SEÑOR REFUGIO HINOJOSA GARZA exhibiendo para tal efecto el testimonio de la escritura pública número (35,209) treinta y cinco mil doscientos nueve, de fecha (09) nueve de octubre de (1981) mil novecientos ochenta y uno, otorgada ante la fe del licenciado Daniel Elizondo Páez, en ese entonces Notario Público Titular de la Notaría Pública número (47) cuarenta y siete, con residencia en la ciudad de Monterrey, Nuevo León; así como el acta de defunción del autor de la sucesión. En dichos procedimientos los interesados manifiestan que: (i) los señores GUADALUPE HINOJOSA BENAVIDES, PAOLA HINOJOSA BENAVIDES, FRANCISCO JAVIER HINOJOSA BENAVIDES, MARIANELA HINOJOSA BENAVIDES se reconocen mutuamente como únicos y universales herederos del procedimiento sucesorio testamentario a bienes de la señorita YOLANDA HINOJOSA BENAVIDES; (ii) los señores REFUGIO HINOJOSA BENAVIDES, GUADALUPE HINOJOSA BENAVIDES, PAOLA HINOJOSA BENAVIDES, FRANCISCO JAVIER HINOJOSA BENAVIDES, MARIANELA HINOJOSA BENAVIDES, PABLO GARZA HINOJOSA, ELSA IVETTE GARZA HINOJOSA, ÁLVARO GARZA HINOJOSA se reconocen mutuamente como únicos y universales herederos del procedimiento sucesorio intestado a bienes de la señorita YOLANDA HINOJOSA BENAVIDES; (iii) los señores GUADALUPE HINOJOSA BENAVIDES, PAOLA HINOJOSA BENAVIDES, FRANCISCO JAVIER HINOJOSA BENAVIDES, MARIANELA HINOJOSA BENAVIDES y LA SUCESIÓN A BIENES DE LA SEÑORITA YOLANDA HINOJOSA BENAVIDES representada por su albacea, el señor PABLO GARZA HINOJOSA se reconocen mutuamente como únicos y universales herederos del procedimiento sucesorio testamentario a bienes de la señorita CAROLINA HINOJOSA BENAVIDES; (iv) los señores GUADALUPE HINOJOSA BENAVIDES, PAOLA HINOJOSA BENAVIDES, FRANCISCO JAVIER HINOJOSA BENAVIDES, MARIANELA HINOJOSA BENAVIDES y LA SUCESIÓN A BIENES DE LA SEÑORA ELSA HINOJOSA BENAVIDES representada por su albacea, el señor PABLO GARZA HINOJOSA se reconocen mutuamente como únicos y universales herederos del procedimiento sucesorio testamentario a bienes de la señora BRUNA BENAVIDES SALINAS; En cada uno de ellas los interesados manifiestan que: (a) aceptan las herencias que les corresponden; (b) la albacea designada en los anteriores procedimientos sucesorios señalados, la señora GUADALUPE HINOJOSA BENAVIDES, procederá a formar el inventario y avalúo de los bienes que conforman las masas hereditarias; (c) los comparecientes le solicitaron al suscrito notario que, en el momento legal oportuno, se acumulen los procedimientos sucesorios antes señalados. Por lo que se ordenan dos publicaciones que se harán de diez en diez días en el Periódico El Porvenir que se edita en esta ciudad. Lo anterior de conformidad con los artículos 881 y 882 del Código de Procedimientos Civiles vigente en el Estado.: [274, 115, 488, 1387]
- publication-dates: (30, 31 y 1): [1042, 1709, 1091, 1721]
- notice-body: Tipo de audiencia: Remate en pública subasta y primera almoneda de bien inmueble. Fecha hora y lugar de audiencia: a las 12:00 horas del día 12 doce de noviembre de 2024 dos mil veinticuatro, en el Juzgado Cuarto de Jurisdicción Concurrente del Primer Distrito Judicial. Descripción del bien objeto del remate: Casa unifamiliar ubicada en calle 6, No. 2645, del fraccionamiento Lázaro Cárdenas, primer sector en la ciudad de Monterrey, Nuevo León, lote de terreno en el cual se encuentra construido que es el marcado con el número 26 antes 171 de la manzana 7, el cual cuenta con una superficie de (180.00) ciento ochenta metros cuadrados. Cuyos datos de registro son: 1. Inscripción número 792, volumen 229, libro 16, sección propiedad, unidad Monterrey, fecha 3 de agosto de 1984. Titular y porcentaje del bien a rematar: correspondiente a los derechos que le corresponden a la parte demandada Alicia Asunción Pelayo Salazar, respecto a bienes de Gonzalez Cuéllar, sobre el bien inmueble embargado dentro del presente juicio. Valor y Postura Legal: la cantidad de $466,666.66 (cuatrocientos sesenta y seis mil seiscientos sesenta y seis pesos 66/100 moneda nacional), que corresponde a las dos terceras partes del valor pericial, correspondiente al 100% cien por ciento del valor del inmueble, el cual asciende a la cantidad de $700,000.00 (setecientos mil pesos 00/100 moneda nacional), correspondiendo al valor arrojado en el dictamen rendido por el perito designado por la parte actora, respecto del cual se tuvo a la parte demandada por conforme según consta en auto de fecha 11 once de noviembre de 2020 dos mil veinte, consecutivo 0048, por lo que el actualizado sobre la misma suerte, atento a lo dispuesto por los artículos 475, 479, 480 y 503 del Código Federal de Procedimientos Civiles aplicado supletoriamente al Código de Comercio. Requisitos para participar: Los postores interesados deberán consignar el 10% diez por ciento de la suma que sirve como valor total de los derechos del inmueble objeto del remate, correspondiente a la cantidad $70,000.00 (setenta mil pesos 00/100 moneda nacional), mediante billete de depósito que será expedido por la Secretaría de Finanzas y Tesorería General del Estado, sin cuyos requisitos no serán admitidos en dicha subasta; lo que antecede de conformidad con lo dispuesto por los artículos 469, 474, 473, 475, 479, 480, 482 y demás relativos del Código Federal de Procedimientos Civiles, aplicado supletoriamente a la legislación mercantil y 1411 del Código de Comercio aplicable al presente asunto. Publicidad: Deberá publicarse 2 dos veces en el periódico "Milenio Diario Monterrey" o "El Norte" o "El Porvenir" o "Periódico ABC", a elección del actor, que se editan en este Ciudad, en la inteligencia de que entre la primera y la segunda publicación, deberá mediar un lapso de nueve días, y entre la segunda publicación y la fecha del remate deberá mediar un plazo no menor de cinco días, de conformidad con el artículo 1411 del Código de Comercio. Datos del asunto: Expediente judicial 965/2016, relativo al juicio ejecutivo mercantil, promovido por Ricardo Gallardo Ibarra apoderado general para pleitos y cobranzas de Grupo Galyba, Sociedad Anónima Promotora de Inversión de Capital Variable, Sociedad Financiera de Objeto Múltiple, Entidad No Regulada, en contra de Alicia Asunción Pelayo Salazar y la sucesión a bienes de Saíd González Cuéllar, del índice del referido juzgado. Mayores informes: En la Secretaría del Juzgado. Monterrey, Nuevo León a 16 dieciséis de octubre de 2024 dos mil veinticuatro. Doy Fe.: [503, 115, 717, 967]
- notice-body: Ante el Suscrito Notario, con fecha 15 (quince) días del mes de octubre del año 2024 (dos mil veinticuatro), compareció la señorita LILIANA GONZALEZ ZUÑIGA, y ocurrió a iniciar LA SUCESIÓN INTESTAMENTARIA A BIENES DE SU PADRE EL SEÑOR ALEJANDRO LOPEZ BUSTAMANTE, lo cual se hizo constar mediante la Escritura Pública Número 180,785 (ciento ochenta mil setecientos ochenta y cinco) de la que se desprende que el compareciente exhibe los siguientes documentos: a).- El acta de defunción número 4,936 (cuatro mil novecientos treinta y seis) de fecha del día 23 (veintitrés) del mes de febrero del año 2024, levantada en la Oficialía del Registro Civil número 10 (diez) en la Ciudad de Monterrey, Nuevo León, del señor HERIBERTO GONZALEZ GAYTAN, acaecido el día 22 (veintidós) del mes de febrero del año 2023 (dos mil veintitrés); b).- El Acta de Nacimiento de la señorita LILIANA GONZALEZ ZUÑIGA, es hija del Autor de la Sucesión, y se reconoce como Única y Universal Heredera y como Albacea de la mencionada Sucesión, quien aceptó dicho cargo, protestando su fiel y legal desempeño, manifestando que procederá a la elaboración del Inventario de los Bienes que forman el Haber Hereditario. El presente aviso deberá ser publicado por 2 (dos) veces, con intervalo de 10 (diez) días. Lo anterior de conformidad con los Artículos 881 ochocientos ochenta y uno y 882 ochocientos ochenta y dos, del Código de Procedimientos Civiles vigente en el Estado de Nuevo León. DOY FE. San Pedro Garza García, N.L., a 15 de octubre del 2024: [1189, 1673, 1402, 2056]
- notice-signature-line: DE LA NOTARÍA PÚBLICA NÚMERO 46: [982, 2129, 1151, 2140]
